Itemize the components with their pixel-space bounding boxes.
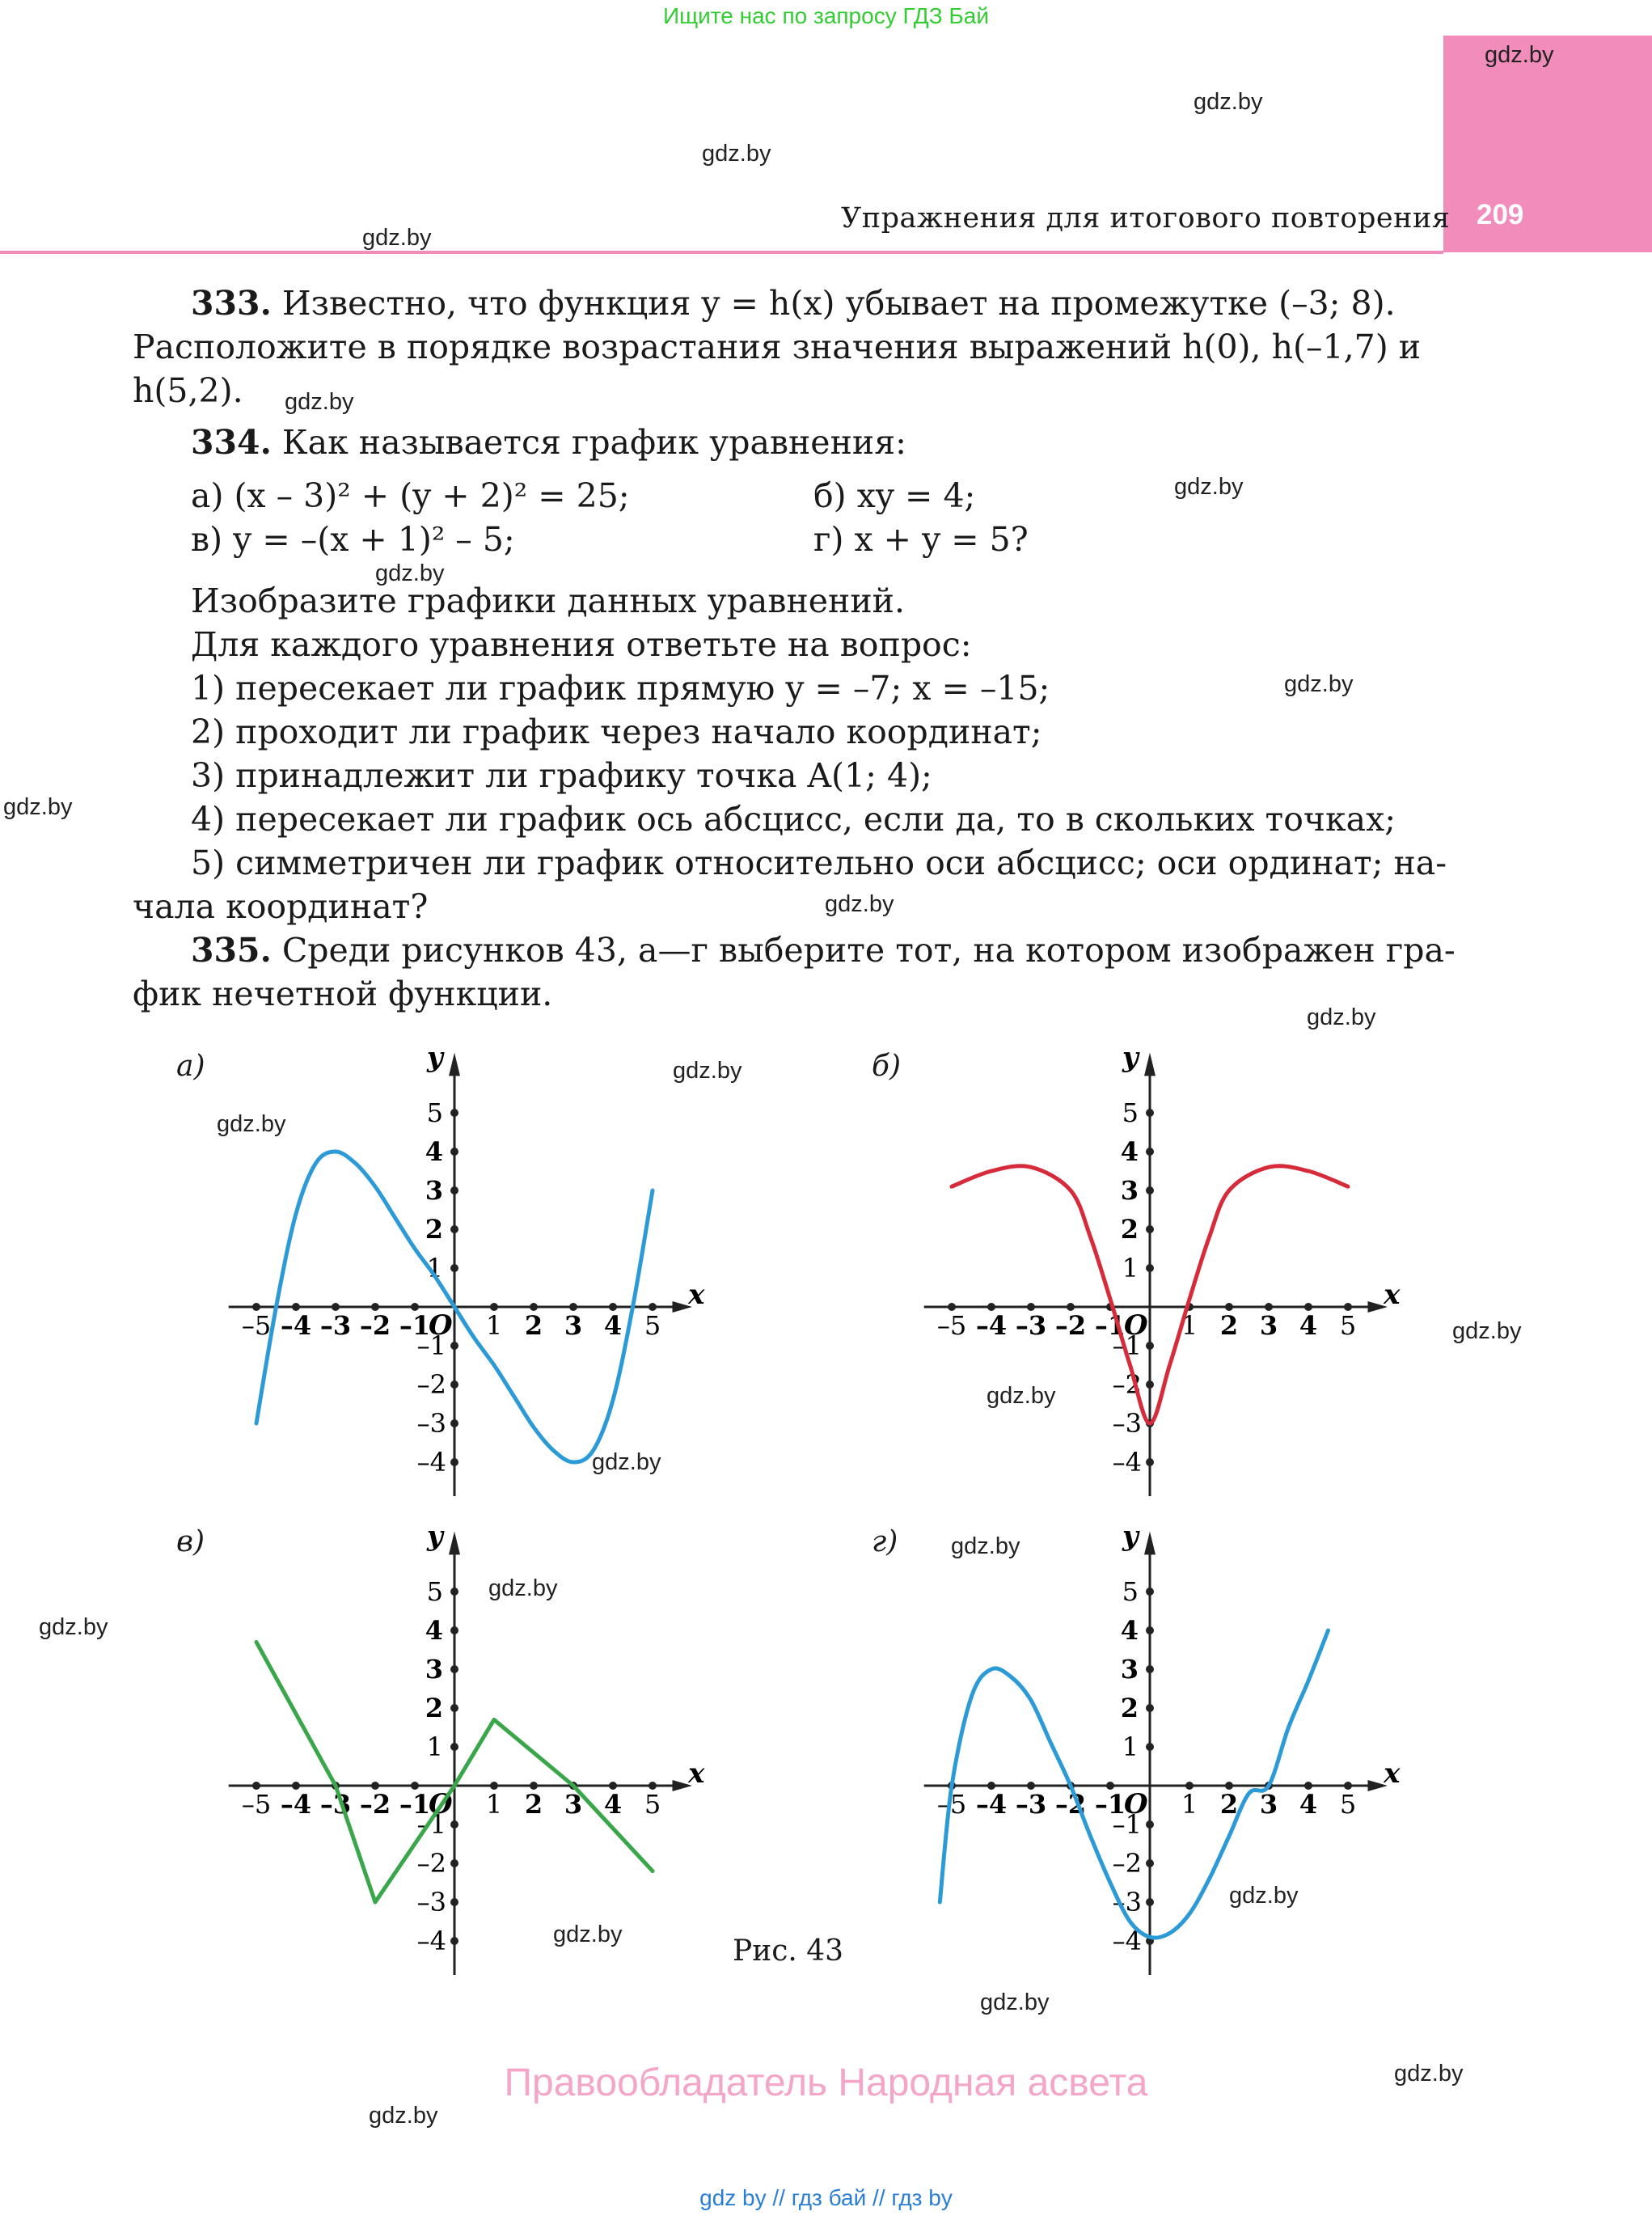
y-tick-label: –1 — [1112, 1330, 1142, 1361]
y-tick-label: 5 — [426, 1097, 443, 1128]
y-tick-dot — [1146, 1380, 1154, 1389]
problem-335-line1 — [191, 928, 1456, 972]
y-tick-dot — [1146, 1342, 1154, 1350]
graph-label-a: а) — [176, 1050, 205, 1083]
x-tick-label: –2 — [1054, 1310, 1087, 1341]
origin-label: O — [429, 1309, 453, 1342]
x-tick-label: 3 — [564, 1789, 583, 1820]
x-tick-label: 2 — [524, 1310, 543, 1341]
problem-number: 333. — [191, 284, 272, 323]
equation-g — [813, 518, 1029, 561]
x-tick-label: 3 — [1259, 1789, 1278, 1820]
watermark: gdz.by — [362, 225, 432, 251]
graph-b — [898, 1035, 1415, 1496]
watermark: gdz.by — [553, 1922, 623, 1947]
y-tick-dot — [1146, 1458, 1154, 1466]
y-tick-dot — [450, 1743, 458, 1751]
x-tick-label: –1 — [399, 1310, 431, 1341]
y-tick-dot — [450, 1109, 458, 1117]
y-tick-dot — [1146, 1225, 1154, 1233]
x-tick-label: 1 — [1181, 1310, 1198, 1341]
watermark: gdz.by — [369, 2103, 438, 2129]
x-tick-label: –1 — [399, 1789, 431, 1820]
problem-number: 334. — [191, 423, 272, 462]
y-tick-label: –2 — [416, 1369, 446, 1400]
y-axis-label: y — [427, 1520, 443, 1553]
watermark: gdz.by — [1284, 671, 1354, 697]
watermark: gdz.by — [1174, 474, 1244, 500]
watermark: gdz.by — [1452, 1318, 1522, 1344]
x-tick-label: –5 — [241, 1789, 272, 1820]
y-axis-label: y — [427, 1041, 443, 1074]
y-tick-label: –3 — [416, 1887, 446, 1917]
x-tick-label: –4 — [280, 1310, 312, 1341]
x-tick-label: 4 — [603, 1310, 623, 1341]
x-tick-label: 3 — [1259, 1310, 1278, 1341]
y-tick-label: –4 — [416, 1926, 446, 1956]
y-tick-label: –1 — [1112, 1809, 1142, 1840]
question-2: 2) проходит ли график через начало координат; — [191, 712, 1042, 751]
equation-v — [191, 518, 515, 561]
question-3: 3) принадлежит ли графику точка A(1; 4); — [191, 756, 932, 795]
y-tick-dot — [1146, 1109, 1154, 1117]
x-tick-label: 1 — [1181, 1789, 1198, 1820]
problem-333-line2: Расположите в порядке возрастания значения выражений h(0), h(–1,7) и — [133, 328, 1422, 366]
problem-text: Среди рисунков 43, а—г выберите тот, на котором изображен гра- — [281, 931, 1456, 970]
running-head: Упражнения для итогового повторения — [841, 202, 1451, 235]
x-tick-label: 2 — [524, 1789, 543, 1820]
y-tick-dot — [450, 1626, 458, 1634]
y-tick-dot — [1146, 1704, 1154, 1712]
x-tick-label: –4 — [975, 1789, 1008, 1820]
y-tick-label: 4 — [425, 1615, 443, 1646]
item-label: б) — [813, 476, 847, 515]
watermark: gdz.by — [375, 560, 445, 586]
y-tick-label: 2 — [1120, 1693, 1139, 1723]
x-tick-label: –3 — [319, 1310, 352, 1341]
y-tick-dot — [1146, 1820, 1154, 1829]
watermark: gdz.by — [488, 1575, 558, 1601]
y-tick-dot — [1146, 1264, 1154, 1272]
x-axis-label: x — [1384, 1757, 1401, 1790]
watermark: gdz.by — [825, 891, 894, 917]
watermark: gdz.by — [285, 389, 354, 415]
watermark: gdz.by — [702, 141, 771, 167]
y-tick-label: –2 — [416, 1848, 446, 1879]
x-tick-label: –2 — [359, 1789, 391, 1820]
instruction-each: Для каждого уравнения ответьте на вопрос: — [191, 625, 972, 664]
y-axis-label: y — [1122, 1520, 1139, 1553]
y-tick-label: 4 — [1120, 1136, 1139, 1167]
graph-label-g: г) — [872, 1525, 898, 1558]
top-banner[interactable]: Ищите нас по запросу ГДЗ Бай — [662, 3, 990, 28]
x-tick-label: 1 — [485, 1310, 503, 1341]
y-tick-label: 2 — [425, 1693, 443, 1723]
x-axis-label: x — [1384, 1279, 1401, 1311]
x-tick-label: –3 — [1015, 1310, 1047, 1341]
x-tick-label: 5 — [644, 1789, 661, 1820]
item-label: а) — [191, 476, 224, 515]
y-tick-label: –3 — [1112, 1408, 1142, 1439]
item-text: y = –(x + 1)² – 5; — [233, 520, 515, 559]
problem-334-line1 — [191, 421, 906, 464]
y-tick-label: 3 — [1120, 1175, 1139, 1206]
watermark: gdz.by — [1229, 1883, 1299, 1909]
watermark: gdz.by — [217, 1111, 286, 1137]
y-tick-label: 5 — [1122, 1097, 1139, 1128]
watermark: gdz.by — [951, 1533, 1020, 1559]
graph-g — [898, 1514, 1415, 1975]
y-tick-dot — [450, 1859, 458, 1867]
y-tick-dot — [450, 1148, 458, 1156]
bottom-links[interactable]: gdz by // гдз бай // гдз by — [699, 2185, 953, 2210]
origin-label: O — [1124, 1309, 1148, 1342]
y-tick-label: –4 — [416, 1447, 446, 1478]
y-tick-dot — [1146, 1743, 1154, 1751]
x-tick-label: 2 — [1219, 1789, 1239, 1820]
y-tick-dot — [1146, 1898, 1154, 1906]
watermark: gdz.by — [3, 794, 73, 820]
copyright-mark: Правообладатель Народная асвета — [504, 2061, 1148, 2104]
x-tick-label: –4 — [280, 1789, 312, 1820]
x-tick-label: –2 — [359, 1310, 391, 1341]
problem-text: Известно, что функция y = h(x) убывает на промежутке (–3; 8). — [281, 284, 1396, 323]
x-tick-label: –1 — [1094, 1310, 1126, 1341]
y-tick-dot — [450, 1588, 458, 1596]
x-tick-label: 4 — [1299, 1789, 1318, 1820]
origin-label: O — [429, 1788, 453, 1820]
x-tick-label: –1 — [1094, 1789, 1126, 1820]
x-tick-label: 3 — [564, 1310, 583, 1341]
graph-v — [202, 1514, 720, 1975]
y-tick-label: –3 — [416, 1408, 446, 1439]
x-tick-label: 4 — [1299, 1310, 1318, 1341]
y-tick-dot — [450, 1419, 458, 1427]
y-tick-label: –1 — [416, 1330, 446, 1361]
x-tick-label: 4 — [603, 1789, 623, 1820]
y-tick-label: 2 — [1120, 1214, 1139, 1245]
y-tick-label: –2 — [1112, 1848, 1142, 1879]
question-1: 1) пересекает ли график прямую y = –7; x = –15; — [191, 669, 1050, 708]
y-tick-label: 3 — [425, 1175, 443, 1206]
instruction-draw: Изобразите графики данных уравнений. — [191, 581, 906, 620]
figure-caption: Рис. 43 — [733, 1934, 844, 1968]
watermark: gdz.by — [980, 1989, 1050, 2015]
x-tick-label: 5 — [1339, 1310, 1357, 1341]
x-tick-label: 2 — [1219, 1310, 1239, 1341]
y-axis-arrow — [1144, 1053, 1156, 1076]
x-tick-label: –5 — [241, 1310, 272, 1341]
watermark: gdz.by — [1485, 42, 1554, 68]
question-5-cont: чала координат? — [133, 887, 429, 926]
question-5: 5) симметричен ли график относительно оси абсцисс; оси ординат; на- — [191, 844, 1447, 882]
y-tick-label: 5 — [426, 1576, 443, 1607]
x-tick-label: –2 — [1054, 1789, 1087, 1820]
watermark: gdz.by — [1394, 2061, 1464, 2087]
equation-b — [813, 474, 975, 518]
y-tick-dot — [450, 1665, 458, 1673]
y-tick-dot — [450, 1898, 458, 1906]
y-tick-dot — [1146, 1665, 1154, 1673]
x-tick-label: –5 — [936, 1789, 967, 1820]
problem-text: Как называется график уравнения: — [281, 423, 906, 462]
item-text: (x – 3)² + (y + 2)² = 25; — [234, 476, 630, 515]
y-tick-label: 5 — [1122, 1576, 1139, 1607]
watermark: gdz.by — [1307, 1004, 1376, 1030]
y-tick-dot — [450, 1820, 458, 1829]
watermark: gdz.by — [39, 1614, 108, 1640]
y-tick-label: 4 — [1120, 1615, 1139, 1646]
item-label: г) — [813, 520, 844, 559]
y-tick-label: 1 — [426, 1731, 443, 1762]
question-4: 4) пересекает ли график ось абсцисс, если да, то в скольких точках; — [191, 800, 1396, 839]
problem-333-line3: h(5,2). — [133, 371, 243, 410]
y-tick-label: –4 — [1112, 1447, 1142, 1478]
origin-label: O — [1124, 1788, 1148, 1820]
x-tick-label: 5 — [644, 1310, 661, 1341]
y-tick-dot — [1146, 1148, 1154, 1156]
y-axis-label: y — [1122, 1041, 1139, 1074]
x-tick-label: 1 — [485, 1789, 503, 1820]
x-axis-label: x — [688, 1279, 705, 1311]
item-text: xy = 4; — [856, 476, 976, 515]
y-tick-label: –1 — [416, 1809, 446, 1840]
equation-a — [191, 474, 630, 518]
y-tick-label: 1 — [1122, 1253, 1139, 1283]
watermark: gdz.by — [1194, 89, 1263, 115]
graph-label-b: б) — [872, 1050, 902, 1083]
y-axis-arrow — [1144, 1532, 1156, 1555]
y-tick-dot — [450, 1264, 458, 1272]
x-tick-label: –3 — [319, 1789, 352, 1820]
watermark: gdz.by — [673, 1058, 742, 1084]
x-tick-label: –3 — [1015, 1789, 1047, 1820]
x-axis-label: x — [688, 1757, 705, 1790]
page-number: 209 — [1477, 199, 1524, 230]
y-tick-label: –2 — [1112, 1369, 1142, 1400]
y-tick-dot — [1146, 1626, 1154, 1634]
problem-333-line1 — [191, 281, 1396, 325]
watermark: gdz.by — [987, 1383, 1056, 1409]
y-tick-dot — [1146, 1186, 1154, 1194]
x-tick-label: 5 — [1339, 1789, 1357, 1820]
y-tick-dot — [450, 1225, 458, 1233]
y-tick-label: –3 — [1112, 1887, 1142, 1917]
y-tick-dot — [1146, 1588, 1154, 1596]
item-text: x + y = 5? — [854, 520, 1029, 559]
watermark: gdz.by — [592, 1449, 661, 1475]
graph-label-v: в) — [176, 1525, 205, 1558]
y-tick-label: –4 — [1112, 1926, 1142, 1956]
graph-a — [202, 1035, 720, 1496]
problem-335-line2: фик нечетной функции. — [133, 975, 553, 1013]
y-tick-dot — [450, 1342, 458, 1350]
header-rule — [0, 251, 1443, 254]
y-tick-label: 1 — [426, 1253, 443, 1283]
y-tick-label: 4 — [425, 1136, 443, 1167]
y-tick-label: 3 — [1120, 1654, 1139, 1685]
y-tick-label: 2 — [425, 1214, 443, 1245]
y-tick-label: 1 — [1122, 1731, 1139, 1762]
y-tick-dot — [450, 1458, 458, 1466]
y-tick-dot — [450, 1380, 458, 1389]
x-tick-label: –4 — [975, 1310, 1008, 1341]
problem-number: 335. — [191, 931, 272, 970]
y-axis-arrow — [449, 1053, 460, 1076]
x-tick-label: –5 — [936, 1310, 967, 1341]
y-tick-dot — [450, 1186, 458, 1194]
item-label: в) — [191, 520, 223, 559]
y-tick-dot — [450, 1937, 458, 1945]
y-tick-dot — [450, 1704, 458, 1712]
y-axis-arrow — [449, 1532, 460, 1555]
y-tick-label: 3 — [425, 1654, 443, 1685]
y-tick-dot — [1146, 1859, 1154, 1867]
